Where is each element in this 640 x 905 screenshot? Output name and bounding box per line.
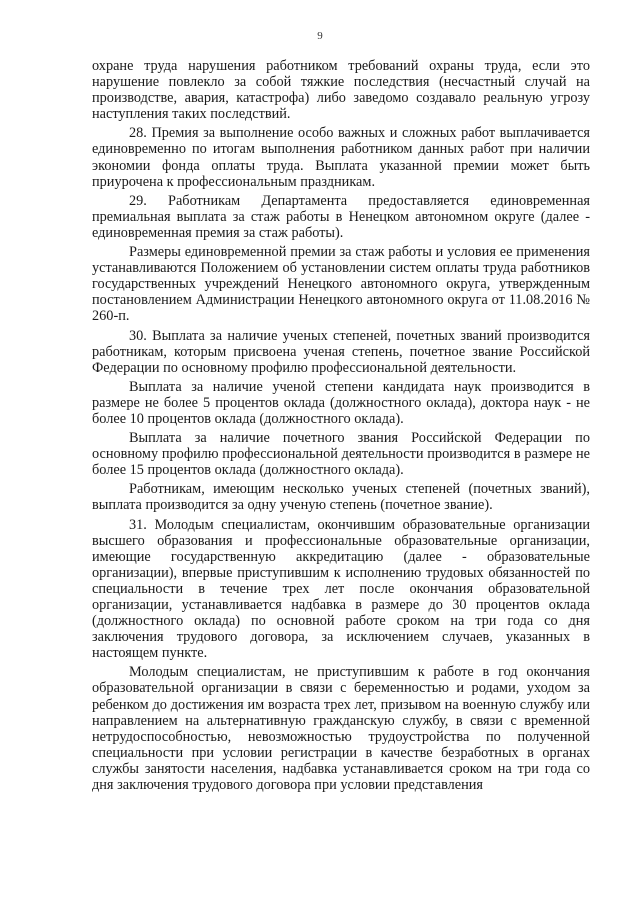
paragraph-item-28: 28. Премия за выполнение особо важных и сложных работ выплачивается единовременно по итогам выполнения работником данных работ при наличии экономии фонда оплаты труда. Выплата указанной премии может быть приурочена к профессиональным праздникам. xyxy=(92,125,590,190)
paragraph-item-31-exceptions: Молодым специалистам, не приступившим к работе в год окончания образовательной организации в связи с беременностью и родами, уходом за ребенком до достижения им возраста трех лет, призывом на военную службу или направлением на альтернативную гражданскую службу, в связи с временной нетрудоспособностью, невозможностью трудоустройства по полученной специальности при условии регистрации в качестве безработных в органах службы занятости населения, надбавка устанавливается сроком на три года со дня заключения трудового договора при условии представления xyxy=(92,664,590,794)
page-number: 9 xyxy=(317,30,323,42)
paragraph-item-30-multiple: Работникам, имеющим несколько ученых степеней (почетных званий), выплата производится за одну ученую степень (почетное звание). xyxy=(92,481,590,514)
document-body xyxy=(92,58,590,796)
paragraph-item-31: 31. Молодым специалистам, окончившим образовательные организации высшего образования и профессиональные образовательные организации, имеющие государственную аккредитацию (далее - образовательные организации), впервые приступившим к исполнению трудовых обязанностей по специальности в течение трех лет после окончания образовательной организации, устанавливается надбавка в размере до 30 процентов оклада (должностного оклада) по основной работе сроком на три года со дня заключения трудового договора, за исключением случаев, указанных в настоящем пункте. xyxy=(92,516,590,662)
paragraph-item-29: 29. Работникам Департамента предоставляется единовременная премиальная выплата за стаж работы в Ненецком автономном округе (далее - единовременная премия за стаж работы). xyxy=(92,192,590,241)
paragraph-item-30-title: Выплата за наличие почетного звания Российской Федерации по основному профилю профессиональной деятельности производится в размере не более 15 процентов оклада (должностного оклада). xyxy=(92,430,590,479)
paragraph-item-29-sizes: Размеры единовременной премии за стаж работы и условия ее применения устанавливаются Положением об установлении систем оплаты труда работников государственных учреждений Ненецкого автономного округа, утвержденным постановлением Администрации Ненецкого автономного округа от 11.08.2016 № 260-п. xyxy=(92,244,590,325)
paragraph-item-30: 30. Выплата за наличие ученых степеней, почетных званий производится работникам, которым присвоена ученая степень, почетное звание Российской Федерации по основному профилю профессиональной деятельности. xyxy=(92,327,590,376)
paragraph-item-30-degree: Выплата за наличие ученой степени кандидата наук производится в размере не более 5 процентов оклада (должностного оклада), доктора наук - не более 10 процентов оклада (должностного оклада). xyxy=(92,378,590,427)
paragraph-continuation: охране труда нарушения работником требований охраны труда, если это нарушение повлекло за собой тяжкие последствия (несчастный случай на производстве, авария, катастрофа) либо заведомо создавало реальную угрозу наступления таких последствий. xyxy=(92,58,590,123)
